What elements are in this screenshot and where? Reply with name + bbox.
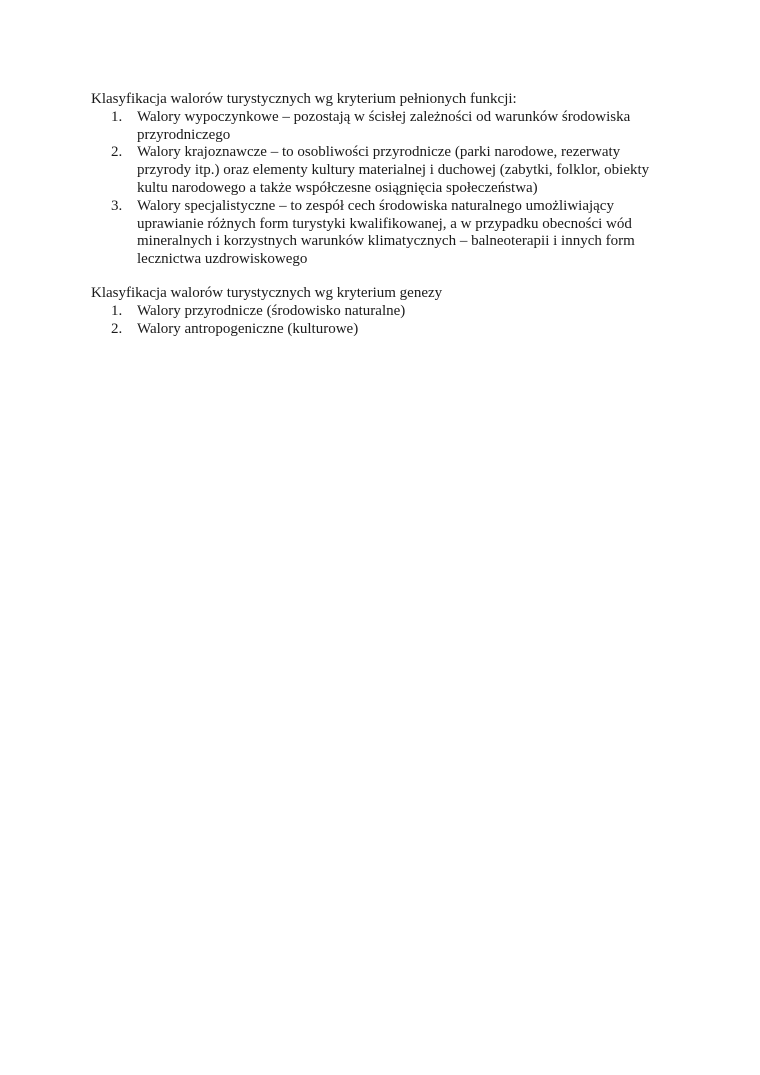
- text-line: przyrody itp.) oraz elementy kultury materialnej i duchowej (zabytki, folklor, obiekty: [137, 162, 650, 179]
- list-item: [91, 321, 681, 339]
- text-line: przyrodniczego: [137, 126, 231, 143]
- numbered-list: [91, 303, 681, 339]
- list-item: [91, 198, 681, 269]
- list-item-text: [137, 303, 681, 321]
- section-heading: Klasyfikacja walorów turystycznych wg kryterium genezy: [91, 285, 443, 301]
- text-line: kultu narodowego a także współczesne osiągnięcia społeczeństwa): [137, 179, 538, 196]
- list-number: 2.: [111, 320, 123, 337]
- text-line: lecznictwa uzdrowiskowego: [137, 251, 308, 268]
- list-item: [91, 303, 681, 321]
- list-number: 1.: [111, 108, 123, 125]
- classification-by-origin: [91, 285, 681, 338]
- list-item-text: [137, 321, 681, 339]
- text-line: mineralnych i korzystnych warunków klimatycznych – balneoterapii i innych form: [137, 233, 635, 250]
- numbered-list: [91, 109, 681, 269]
- list-item-text: [137, 198, 681, 269]
- list-number: 1.: [111, 302, 123, 319]
- text-line: uprawianie różnych form turystyki kwalifikowanej, a w przypadku obecności wód: [137, 215, 632, 232]
- text-line: Walory krajoznawcze – to osobliwości przyrodnicze (parki narodowe, rezerwaty: [137, 144, 621, 161]
- list-number: 2.: [111, 144, 123, 161]
- section-heading: Klasyfikacja walorów turystycznych wg kryterium pełnionych funkcji:: [91, 91, 517, 107]
- text-line: Walory specjalistyczne – to zespół cech środowiska naturalnego umożliwiający: [137, 197, 614, 214]
- classification-by-function: [91, 91, 681, 269]
- list-item: [91, 144, 681, 197]
- list-item-text: [137, 144, 681, 197]
- text-line: Walory przyrodnicze (środowisko naturalne): [137, 302, 406, 319]
- list-item-text: [137, 109, 681, 145]
- text-line: Walory antropogeniczne (kulturowe): [137, 320, 359, 337]
- list-number: 3.: [111, 197, 123, 214]
- list-item: [91, 109, 681, 145]
- text-line: Walory wypoczynkowe – pozostają w ścisłej zależności od warunków środowiska: [137, 108, 631, 125]
